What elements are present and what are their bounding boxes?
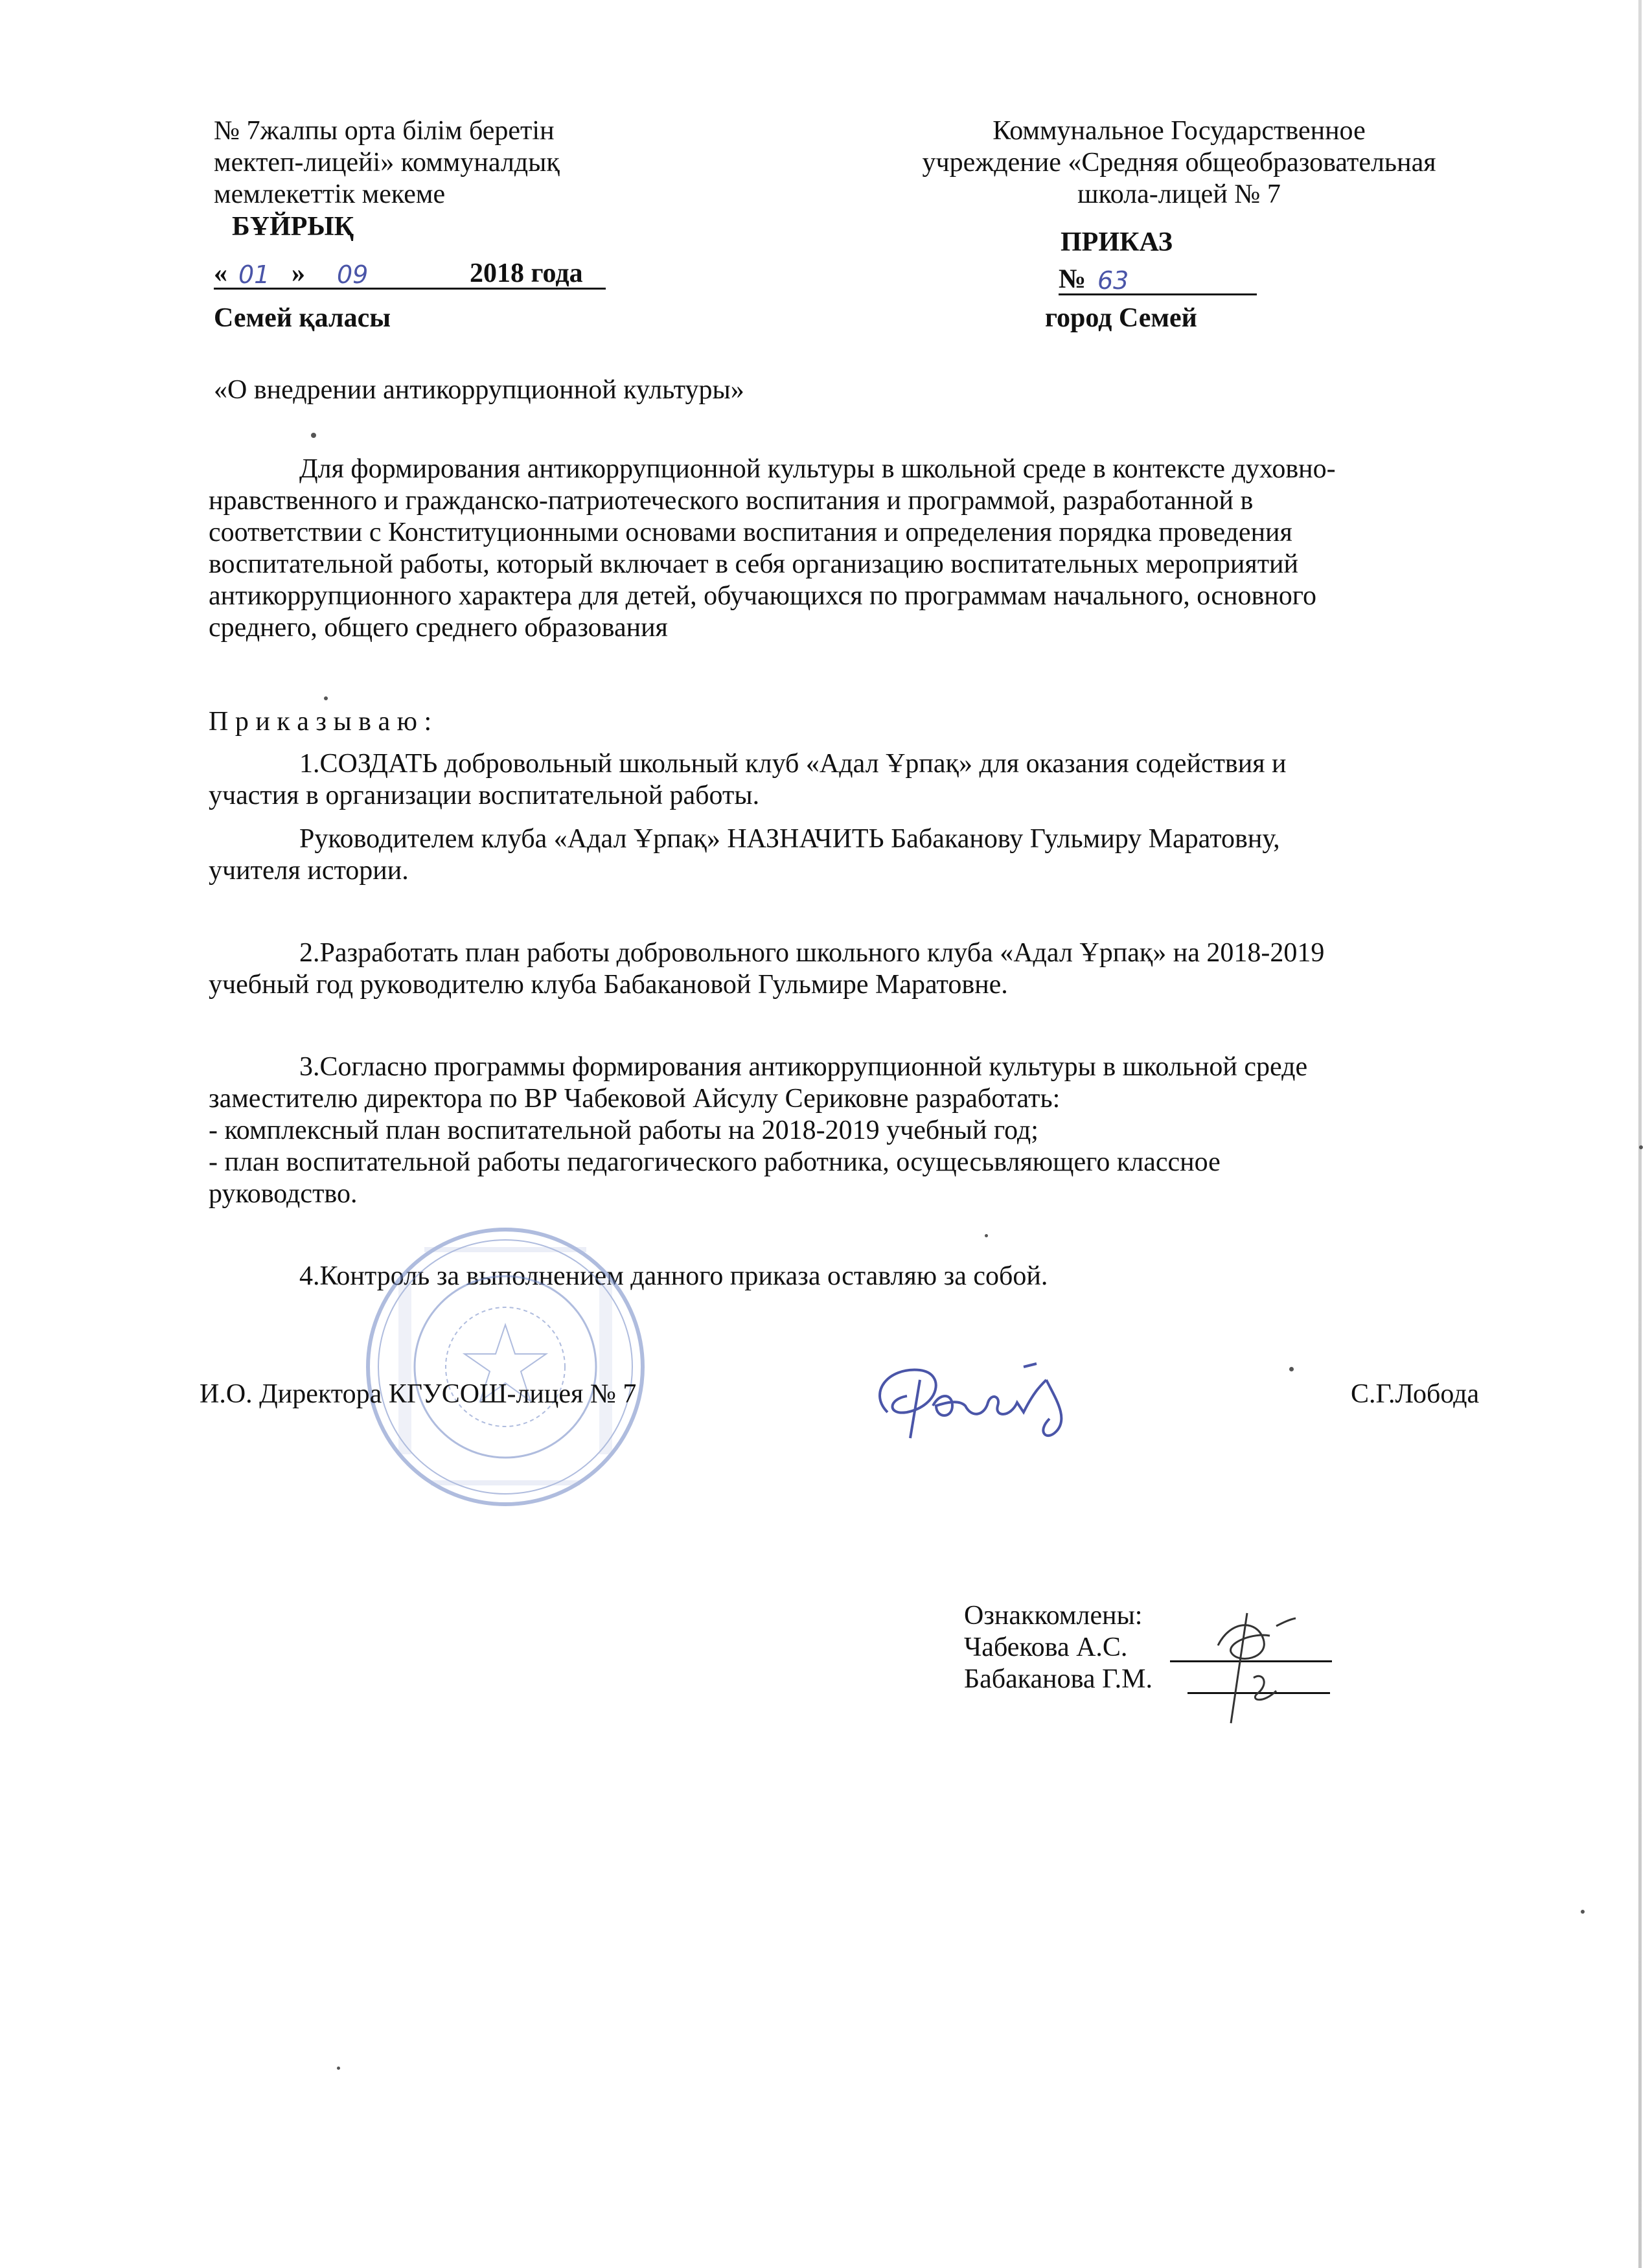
kz-org-line-3: мемлекеттік мекеме — [214, 179, 446, 209]
item-3-line-4: - план воспитательной работы педагогического работника, осущесьвляющего классное — [209, 1147, 1221, 1177]
preamble-line-2: нравственного и гражданско-патриотеческого воспитания и программой, разработанной в — [209, 486, 1254, 516]
date-day: 01 — [238, 260, 270, 289]
kz-doc-type: БҰЙРЫҚ — [232, 212, 354, 242]
signatory-position: И.О. Директора КГУСОШ-лицея № 7 — [200, 1379, 637, 1409]
preamble-line-3: соответствии с Конституционными основами воспитания и определения порядка проведения — [209, 518, 1292, 547]
date-close-quote: » — [292, 258, 305, 288]
item-1-line-2: участия в организации воспитательной работы. — [209, 781, 760, 810]
acknowledgement-title: Ознаккомлены: — [964, 1601, 1143, 1631]
item-1-line-1: 1.СОЗДАТЬ добровольный школьный клуб «Адал Ұрпақ» для оказания содействия и — [299, 749, 1287, 779]
item-3-line-3: - комплексный план воспитательной работы на 2018-2019 учебный год; — [209, 1116, 1038, 1145]
preamble — [209, 453, 1569, 644]
scan-speck — [324, 696, 328, 700]
item-3-line-1: 3.Согласно программы формирования антикоррупционной культуры в школьной среде — [299, 1052, 1308, 1082]
item-2-line-1: 2.Разработать план работы добровольного школьного клуба «Адал Ұрпақ» на 2018-2019 — [299, 938, 1325, 968]
item-3-line-2: заместителю директора по ВР Чабековой Айсулу Сериковне разработать: — [209, 1084, 1061, 1114]
number-label: № — [1059, 264, 1086, 294]
ack-person-2: Бабаканова Г.М. — [964, 1664, 1153, 1694]
ru-org-block — [829, 115, 1529, 211]
signatory-name: С.Г.Лобода — [1351, 1379, 1480, 1409]
director-signature — [862, 1341, 1108, 1451]
scan-speck — [1289, 1367, 1294, 1371]
date-line — [214, 258, 606, 290]
preamble-line-5: антикоррупционного характера для детей, обучающихся по программам начального, основного — [209, 581, 1316, 611]
item-4: 4.Контроль за выполнением данного приказа оставляю за собой. — [299, 1261, 1048, 1291]
number-value: 63 — [1097, 266, 1129, 295]
ru-org-line-1: Коммунальное Государственное — [992, 116, 1366, 146]
date-year: 2018 года — [470, 258, 583, 288]
preamble-line-4: воспитательной работы, который включает в себя организацию воспитательных мероприятий — [209, 549, 1299, 579]
item-1b-line-1: Руководителем клуба «Адал Ұрпақ» НАЗНАЧИТЬ Бабаканову Гульмиру Маратовну, — [299, 824, 1280, 854]
preamble-line-6: среднего, общего среднего образования — [209, 613, 668, 643]
number-underline — [1059, 293, 1257, 295]
date-month: 09 — [337, 260, 369, 289]
date-open-quote: « — [214, 258, 227, 288]
ru-org-line-3: школа-лицей № 7 — [1077, 179, 1281, 209]
scan-edge-line — [1638, 0, 1642, 2268]
official-seal-stamp — [360, 1221, 651, 1513]
scan-speck — [1581, 1910, 1585, 1914]
ack-person-1: Чабекова А.С. — [964, 1632, 1128, 1662]
ru-city: город Семей — [1045, 303, 1197, 333]
scan-speck — [985, 1234, 988, 1237]
ru-doc-type: ПРИКАЗ — [1061, 227, 1173, 257]
scan-speck — [337, 2067, 340, 2070]
item-2-line-2: учебный год руководителю клуба Бабакановой Гульмире Маратовне. — [209, 970, 1008, 1000]
order-items — [209, 748, 1569, 1292]
scan-speck — [311, 433, 316, 438]
scan-speck — [1639, 1145, 1643, 1149]
order-word: П р и к а з ы в а ю : — [209, 707, 432, 737]
number-line — [1059, 264, 1257, 296]
kz-org-block — [214, 115, 706, 211]
ru-org-line-2: учреждение «Средняя общеобразовательная — [922, 148, 1436, 178]
preamble-line-1: Для формирования антикоррупционной культуры в школьной среде в контексте духовно- — [299, 454, 1336, 484]
kz-org-line-2: мектеп-лицейі» коммуналдық — [214, 148, 560, 178]
order-subject: «О внедрении антикоррупционной культуры» — [214, 375, 744, 405]
item-1b-line-2: учителя истории. — [209, 856, 409, 886]
item-3-line-5: руководство. — [209, 1179, 358, 1209]
kz-city: Семей қаласы — [214, 303, 391, 333]
acknowledgement-signatures — [1192, 1607, 1309, 1736]
kz-org-line-1: № 7жалпы орта білім беретін — [214, 116, 555, 146]
